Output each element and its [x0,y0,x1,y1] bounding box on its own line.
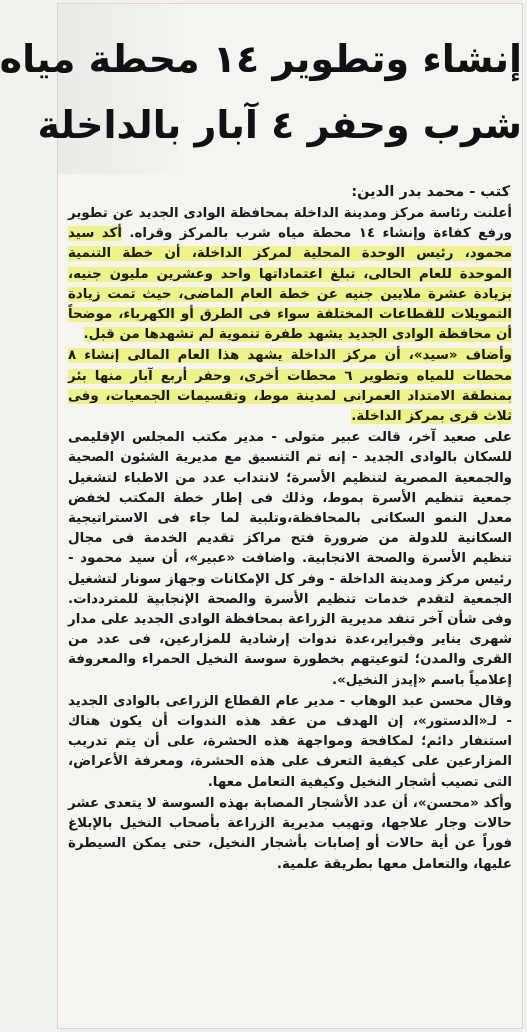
headline-line-1: إنشاء وتطوير ١٤ محطة مياه [0,37,522,81]
highlighted-text: أكد سيد محمود، رئيس الوحدة المحلية لمركز الداخلة، أن خطة التنمية الموحدة للعام الحالى، تبلغ اعتماداتها واحد وعشرين مليون جنيه، بزيادة عشرة ملايين جنيه عن خطة العام الماضى، حيث تمت زيادة التمويلات للقطاعات المختلفة سواء فى الطرق أو الكهرباء، موضحاً أن محافظة الوادى الجديد يشهد طفرة تنموية لم تشهدها من قبل. [68,226,512,343]
article-paragraph [68,428,512,691]
paragraph-text: على صعيد آخر، قالت عبير متولى - مدير مكتب المجلس الإقليمى للسكان بالوادى الجديد - إنه تم التنسيق مع مديرية الشئون الصحية والجمعية المصرية لتنظيم الأسرة؛ لانتداب عدد من الاطباء لتشغيل جمعية تنظيم الأسرة بموط، وذلك فى إطار خطة المكتب لخفض معدل النمو السكانى بالمحافظة،وتلبية لما جاء فى الاستراتيجية السكانية للدولة من ضرورة فتح مراكز تقديم الخدمة فى مجال تنظيم الأسرة والصحة الانجابية. واضافت «عبير»، أن سيد محمود - رئيس مركز ومدينة الداخلة - وفر كل الإمكانات وجهاز سونار لتشغيل الجمعية لتقدم خدمات تنظيم الأسرة والصحة الإنجابية للمترددات. وفى شأن آخر تنفد مديرية الزراعة بمحافظة الوادى الجديد على مدار شهرى يناير وفبراير،عدة ندوات إرشادية للمزارعين، فى عدد من القرى والمدن؛ لتوعيتهم بخطورة سوسة النخيل الحمراء والمعروفة إعلامياً باسم «إيدز النخيل». [68,430,512,688]
paragraph-text: وقال محسن عبد الوهاب - مدير عام القطاع الزراعى بالوادى الجديد - لـ«الدستور»، إن الهدف من عقد هذه الندوات أن يكون هناك استنفار دائم؛ لمكافحة ومواجهة هذه الحشرة، على أن يتم تدريب المزارعين على كيفية التعرف على هذه الحشرة، ومعرفة الأعراض، التى تصيب أشجار النخيل وكيفية التعامل معها. [68,693,512,790]
article-paragraph [68,794,512,875]
article-paragraph [68,204,512,345]
highlighted-text: وأضاف «سيد»، أن مركز الداخلة يشهد هذا العام المالى إنشاء ٨ محطات للمياه وتطوير ٦ محطات أخرى، وحفر أربع آبار منها بئر بمنطقة الامتداد العمرانى لمدينة موط، وتقسيمات الجمعيات، وفى ثلاث قرى بمركز الداخلة. [68,348,512,425]
article-paragraph [68,346,512,427]
headline [0,4,522,174]
newspaper-clipping [0,3,523,1029]
article-body [68,204,512,876]
article-paragraph [68,692,512,793]
byline: كتب - محمد بدر الدين: [351,184,510,200]
paragraph-text: وأكد «محسن»، أن عدد الأشجار المصابة بهذه السوسة لا يتعدى عشر حالات وجار علاجها، وتهيب مديرية الزراعة بأصحاب النخيل بالإبلاغ فوراً عن أية حالات أو إصابات بأشجار النخيل، حتى يمكن السيطرة عليها، والتعامل معها بطريقة علمية. [68,795,512,872]
paragraph-text: أعلنت رئاسة مركز ومدينة الداخلة بمحافظة الوادى الجديد عن تطوير ورفع كفاءة وإنشاء ١٤ محطة مياه شرب بالمركز وقراه. [68,206,513,242]
headline-line-2: شرب وحفر ٤ آبار بالداخلة [37,103,522,147]
